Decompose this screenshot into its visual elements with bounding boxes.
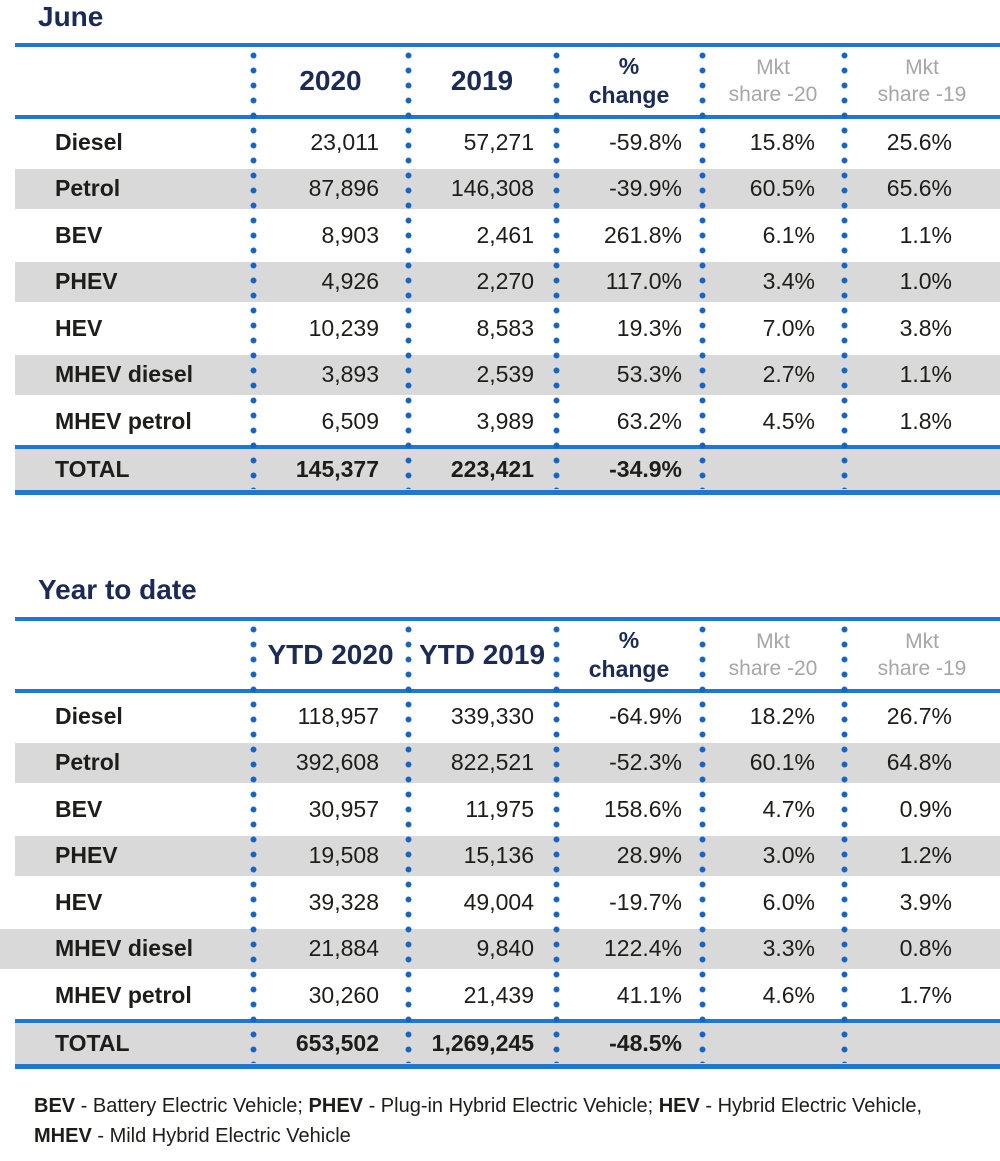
cell-mkt-share-19: 1.2% [899, 842, 952, 869]
abbreviations-footnote [34, 1091, 984, 1151]
row-label: Petrol [55, 749, 121, 776]
total-label: TOTAL [55, 455, 130, 482]
cell-2020: 8,903 [321, 221, 379, 248]
cell-mkt-share-19: 26.7% [886, 702, 952, 729]
cell-pct-change: 122.4% [603, 935, 682, 962]
cell-2019: 57,271 [463, 128, 534, 155]
june-table [15, 43, 1000, 495]
table-row [15, 305, 1000, 352]
total-2019: 223,421 [450, 455, 534, 482]
ytd-total-row [15, 1023, 1000, 1064]
total-change: -34.9% [609, 455, 682, 482]
row-label: MHEV petrol [55, 407, 192, 434]
cell-mkt-share-20: 15.8% [749, 128, 815, 155]
ytd-table-body [15, 693, 1000, 1019]
cell-pct-change: -59.8% [609, 128, 682, 155]
cell-2020: 6,509 [321, 407, 379, 434]
cell-2020: 30,957 [308, 795, 379, 822]
total-change: -48.5% [609, 1029, 682, 1056]
footnote-abbr: PHEV [308, 1095, 364, 1117]
cell-pct-change: 53.3% [616, 361, 682, 388]
table-row [15, 212, 1000, 259]
table-row [15, 398, 1000, 445]
footnote-abbr: BEV [34, 1095, 76, 1117]
cell-mkt-share-19: 1.8% [899, 407, 952, 434]
footnote-text: - Mild Hybrid Electric Vehicle [91, 1125, 351, 1147]
cell-2019: 2,270 [476, 268, 534, 295]
total-2020: 145,377 [295, 455, 379, 482]
cell-pct-change: 261.8% [603, 221, 682, 248]
total-2019: 1,269,245 [431, 1029, 534, 1056]
cell-2019: 146,308 [450, 175, 534, 202]
cell-2019: 822,521 [450, 749, 534, 776]
cell-2019: 2,539 [476, 361, 534, 388]
cell-2019: 15,136 [463, 842, 534, 869]
table-row [15, 119, 1000, 166]
cell-2019: 9,840 [476, 935, 534, 962]
column-header-mkt-share-20 [702, 54, 844, 109]
footnote-line-2 [34, 1121, 984, 1151]
row-label: MHEV diesel [55, 361, 194, 388]
cell-mkt-share-19: 1.1% [899, 221, 952, 248]
ytd-table [15, 617, 1000, 1069]
pct-change-line1: % [618, 53, 640, 80]
column-header-2019: 2019 [450, 65, 514, 96]
cell-2020: 10,239 [308, 314, 379, 341]
cell-mkt-share-20: 6.1% [762, 221, 815, 248]
cell-2020: 3,893 [321, 361, 379, 388]
row-label: MHEV petrol [55, 981, 192, 1008]
row-label: Petrol [55, 175, 121, 202]
table-row [15, 352, 1000, 399]
cell-mkt-share-20: 60.1% [749, 749, 815, 776]
cell-mkt-share-19: 25.6% [886, 128, 952, 155]
cell-mkt-share-19: 0.9% [899, 795, 952, 822]
mkt-share-19-line1: Mkt [905, 629, 939, 653]
cell-mkt-share-19: 1.7% [899, 981, 952, 1008]
row-label: PHEV [55, 268, 118, 295]
cell-2019: 8,583 [476, 314, 534, 341]
cell-mkt-share-20: 60.5% [749, 175, 815, 202]
column-header-mkt-share-20 [702, 628, 844, 683]
cell-2019: 21,439 [463, 981, 534, 1008]
pct-change-line1: % [618, 627, 640, 654]
cell-mkt-share-20: 4.5% [762, 407, 815, 434]
column-header-2020: 2020 [299, 65, 362, 96]
column-header-ytd-2020: YTD 2020 [267, 639, 394, 670]
pct-change-line2: change [588, 82, 670, 108]
mkt-share-19-line2: share -19 [877, 657, 967, 680]
cell-pct-change: -52.3% [609, 749, 682, 776]
row-label: PHEV [55, 842, 118, 869]
june-header-row [15, 47, 1000, 115]
cell-2020: 21,884 [308, 935, 379, 962]
cell-2019: 11,975 [465, 795, 534, 822]
table-bottom-rule [15, 1064, 1000, 1069]
row-label: Diesel [55, 702, 123, 729]
row-label: Diesel [55, 128, 123, 155]
mkt-share-19-line2: share -19 [877, 83, 967, 106]
cell-pct-change: 63.2% [616, 407, 682, 434]
cell-pct-change: 158.6% [603, 795, 682, 822]
table-row [15, 786, 1000, 833]
cell-mkt-share-20: 2.7% [762, 361, 815, 388]
table-row [15, 693, 1000, 740]
cell-mkt-share-20: 6.0% [762, 888, 815, 915]
row-label: BEV [55, 795, 103, 822]
june-section-title: June [38, 1, 104, 32]
table-row [15, 833, 1000, 880]
ytd-section-title: Year to date [38, 574, 197, 605]
footnote-text: - Battery Electric Vehicle; [75, 1095, 309, 1117]
cell-pct-change: 28.9% [616, 842, 682, 869]
table-row [0, 926, 1000, 973]
footnote-line-1 [34, 1091, 984, 1121]
cell-2019: 2,461 [476, 221, 534, 248]
table-row [15, 972, 1000, 1019]
cell-mkt-share-20: 3.3% [762, 935, 815, 962]
cell-2020: 23,011 [310, 128, 379, 155]
cell-2020: 39,328 [308, 888, 379, 915]
cell-mkt-share-19: 0.8% [899, 935, 952, 962]
cell-2020: 19,508 [308, 842, 379, 869]
mkt-share-19-line1: Mkt [905, 55, 939, 79]
total-label: TOTAL [55, 1029, 130, 1056]
cell-2019: 339,330 [450, 702, 534, 729]
cell-mkt-share-20: 3.0% [762, 842, 815, 869]
column-header-pct-change [556, 52, 702, 110]
cell-mkt-share-19: 65.6% [886, 175, 952, 202]
cell-2020: 30,260 [308, 981, 379, 1008]
cell-pct-change: -64.9% [609, 702, 682, 729]
table-row [15, 166, 1000, 213]
ytd-header-row [15, 621, 1000, 689]
mkt-share-20-line2: share -20 [728, 83, 818, 106]
footnote-abbr: MHEV [34, 1125, 92, 1147]
cell-pct-change: -19.7% [609, 888, 682, 915]
column-header-mkt-share-19 [844, 54, 1000, 109]
cell-pct-change: -39.9% [609, 175, 682, 202]
mkt-share-20-line1: Mkt [756, 629, 790, 653]
cell-mkt-share-20: 4.7% [762, 795, 815, 822]
cell-mkt-share-19: 1.1% [899, 361, 952, 388]
pct-change-line2: change [588, 656, 670, 682]
cell-mkt-share-20: 7.0% [762, 314, 815, 341]
cell-2020: 87,896 [308, 175, 379, 202]
cell-2020: 392,608 [295, 749, 379, 776]
mkt-share-20-line1: Mkt [756, 55, 790, 79]
cell-mkt-share-19: 3.9% [899, 888, 952, 915]
cell-mkt-share-20: 18.2% [749, 702, 815, 729]
cell-mkt-share-19: 1.0% [899, 268, 952, 295]
cell-mkt-share-19: 3.8% [899, 314, 952, 341]
column-header-mkt-share-19 [844, 628, 1000, 683]
row-label: HEV [55, 314, 103, 341]
cell-2020: 118,957 [297, 702, 379, 729]
cell-2020: 4,926 [321, 268, 379, 295]
cell-pct-change: 19.3% [616, 314, 682, 341]
row-label: HEV [55, 888, 103, 915]
footnote-text: - Hybrid Electric Vehicle, [699, 1095, 923, 1117]
cell-mkt-share-19: 64.8% [886, 749, 952, 776]
row-label: BEV [55, 221, 103, 248]
mkt-share-20-line2: share -20 [728, 657, 818, 680]
cell-mkt-share-20: 4.6% [762, 981, 815, 1008]
row-label: MHEV diesel [55, 935, 194, 962]
column-header-ytd-2019: YTD 2019 [418, 639, 546, 670]
cell-pct-change: 41.1% [616, 981, 682, 1008]
cell-2019: 3,989 [476, 407, 534, 434]
table-row [15, 740, 1000, 787]
cell-2019: 49,004 [463, 888, 534, 915]
cell-pct-change: 117.0% [605, 268, 682, 295]
cell-mkt-share-20: 3.4% [762, 268, 815, 295]
total-2020: 653,502 [295, 1029, 379, 1056]
june-total-row [15, 449, 1000, 490]
footnote-abbr: HEV [658, 1095, 700, 1117]
table-row [15, 879, 1000, 926]
table-row [15, 259, 1000, 306]
column-header-pct-change [556, 626, 702, 684]
june-table-body [15, 119, 1000, 445]
table-bottom-rule [15, 490, 1000, 495]
footnote-text: - Plug-in Hybrid Electric Vehicle; [363, 1095, 659, 1117]
